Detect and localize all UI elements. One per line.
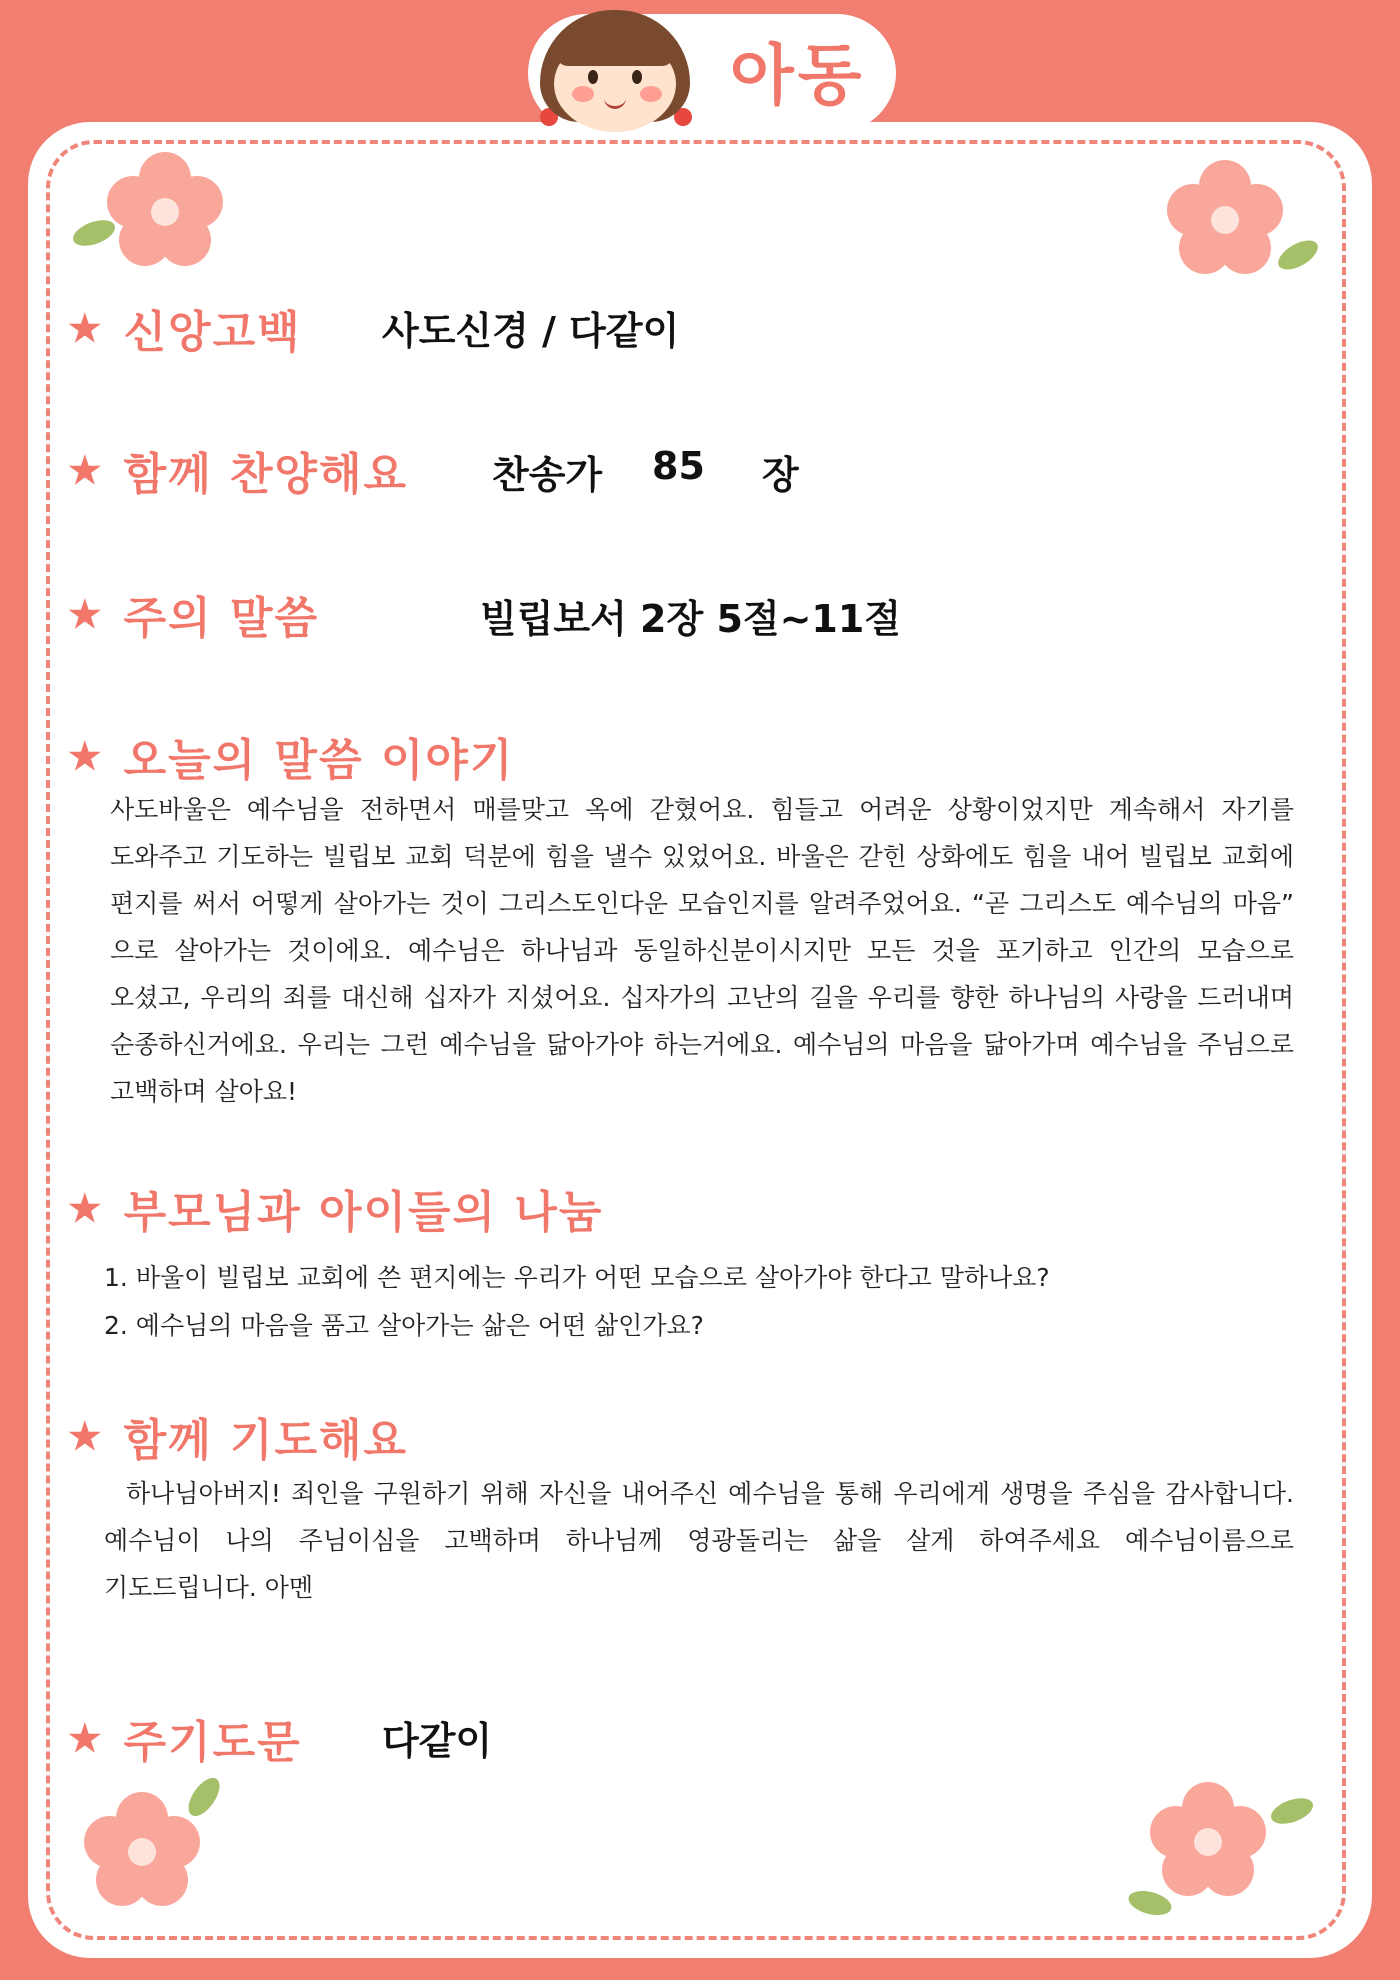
scripture-reference: 빌립보서 2장 5절~11절 xyxy=(480,597,902,641)
lords-prayer-value: 다같이 xyxy=(382,1719,493,1763)
hymn-number: 85 xyxy=(652,444,705,488)
section-heading: 함께 기도해요 xyxy=(123,1415,408,1466)
story-text: 사도바울은 예수님을 전하면서 매를맞고 옥에 갇혔어요. 힘들고 어려운 상황이었지만 계속해서 자기를 도와주고 기도하는 빌립보 교회 덕분에 힘을 낼수 있었어요. 바울은 갇힌 상화에도 힘을 내어 빌립보 교회에 편지를 써서 어떻게 살아가는 것이 그리스도인다운 모습인지를 알려주었어요. “곧 그리스도 예수님의 마음” 으로 살아가는 것이에요. 예수님은 하나님과 동일하신분이시지만 모든 것을 포기하고 인간의 모습으로 오셨고, 우리의 죄를 대신해 십자가 지셨어요. 십자가의 고난의 길을 우리를 향한 하나님의 사랑을 드러내며 순종하신거에요. 우리는 그런 예수님을 닮아가야 하는거에요. 예수님의 마음을 닮아가며 예수님을 주님으로 고백하며 살아요! xyxy=(110,795,1294,1106)
star-icon: ★ xyxy=(66,1183,104,1233)
star-icon: ★ xyxy=(66,589,104,639)
section-heading: 함께 찬양해요 xyxy=(123,449,408,500)
sharing-section xyxy=(66,1176,603,1240)
star-icon: ★ xyxy=(66,445,104,495)
section-heading: 부모님과 아이들의 나눔 xyxy=(123,1187,604,1238)
flower-icon xyxy=(1148,1780,1268,1900)
hymn-unit: 장 xyxy=(762,453,799,497)
lords-prayer-section xyxy=(66,1706,302,1770)
flower-icon xyxy=(105,150,225,270)
page-title: 아동 xyxy=(730,37,866,114)
section-heading: 주의 말씀 xyxy=(123,593,319,644)
creed-value: 사도신경 / 다같이 xyxy=(382,309,680,353)
flower-icon xyxy=(1165,158,1285,278)
star-icon: ★ xyxy=(66,1713,104,1763)
star-icon: ★ xyxy=(66,731,104,781)
hymn-book: 찬송가 xyxy=(492,453,603,497)
section-heading: 오늘의 말씀 이야기 xyxy=(123,735,515,786)
section-heading: 주기도문 xyxy=(123,1717,302,1768)
sharing-question: 1. 바울이 빌립보 교회에 쓴 편지에는 우리가 어떤 모습으로 살아가야 한다고 말하나요? xyxy=(104,1263,1050,1292)
star-icon: ★ xyxy=(66,1411,104,1461)
flower-icon xyxy=(82,1790,202,1910)
story-section xyxy=(66,724,514,788)
sharing-question: 2. 예수님의 마음을 품고 살아가는 삶은 어떤 삶인가요? xyxy=(104,1311,704,1340)
star-icon: ★ xyxy=(66,303,104,353)
hymn-section xyxy=(66,438,408,502)
creed-section xyxy=(66,296,302,360)
scripture-section xyxy=(66,582,319,646)
prayer-section xyxy=(66,1404,408,1468)
section-heading: 신앙고백 xyxy=(123,307,302,358)
prayer-text: 하나님아버지! 죄인을 구원하기 위해 자신을 내어주신 예수님을 통해 우리에게 생명을 주심을 감사합니다. 예수님이 나의 주님이심을 고백하며 하나님께 영광돌리는 삶을 살게 하여주세요 예수님이름으로 기도드립니다. 아멘 xyxy=(104,1479,1294,1602)
